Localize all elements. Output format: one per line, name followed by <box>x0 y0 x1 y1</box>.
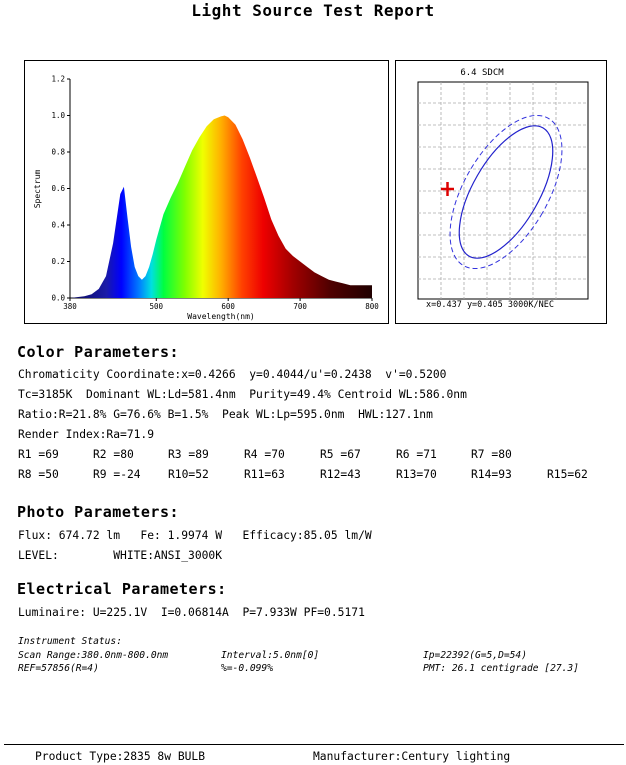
measured-point-marker <box>441 182 454 196</box>
product-type: Product Type:2835 8w BULB <box>35 750 206 763</box>
r-value: R11=63 <box>244 468 285 481</box>
sdcm-readout: x=0.437 y=0.405 3000K/NEC <box>426 300 554 310</box>
sdcm-chart <box>396 61 606 323</box>
r-value: R8 =50 <box>18 468 59 481</box>
scan-range: Scan Range:380.0nm-800.0nm <box>18 650 169 661</box>
ip-value: Ip=22392(G=5,D=54) <box>423 650 527 661</box>
y-axis-label: Spectrum <box>33 169 42 209</box>
y-tick-label: 0.0 <box>51 293 65 303</box>
x-tick-label: 800 <box>365 302 379 311</box>
sdcm-outer-ellipse <box>427 97 585 286</box>
r-value: R3 =89 <box>168 448 209 461</box>
render-index-line: Render Index:Ra=71.9 <box>18 428 155 441</box>
chromaticity-line: Chromaticity Coordinate:x=0.4266 y=0.4044/u'=0.2438 v'=0.5200 <box>18 368 447 381</box>
y-tick-label: 0.2 <box>51 257 65 266</box>
r-value: R6 =71 <box>396 448 437 461</box>
r-value: R14=93 <box>471 468 512 481</box>
level-line: LEVEL: WHITE:ANSI_3000K <box>18 549 223 562</box>
interval: Interval:5.0nm[0] <box>221 650 320 661</box>
sdcm-title: 6.4 SDCM <box>460 68 504 78</box>
y-tick-label: 0.4 <box>51 220 65 230</box>
sdcm-chart-frame <box>395 60 607 324</box>
spectrum-chart-frame <box>24 60 389 324</box>
r-value: R2 =80 <box>93 448 134 461</box>
color-parameters-title: Color Parameters: <box>17 343 180 361</box>
x-tick-label: 700 <box>293 302 307 311</box>
sdcm-grid <box>418 82 588 299</box>
x-tick-label: 380 <box>63 302 77 311</box>
ref-value: REF=57856(R=4) <box>18 663 99 674</box>
x-axis-label: Wavelength(nm) <box>187 312 255 321</box>
photo-parameters-title: Photo Parameters: <box>17 503 180 521</box>
pmt-value: PMT: 26.1 centigrade [27.3] <box>423 663 579 674</box>
tc-dominant-line: Tc=3185K Dominant WL:Ld=581.4nm Purity=49.4% Centroid WL:586.0nm <box>18 388 467 401</box>
luminaire-line: Luminaire: U=225.1V I=0.06814A P=7.933W PF=0.5171 <box>18 606 365 619</box>
percent-value: %=-0.099% <box>221 663 273 674</box>
y-tick-label: 1.0 <box>51 111 65 120</box>
x-tick-label: 500 <box>149 302 164 311</box>
r-value: R10=52 <box>168 468 209 481</box>
electrical-parameters-title: Electrical Parameters: <box>17 580 227 598</box>
r-value: R4 =70 <box>244 448 285 461</box>
y-tick-label: 0.8 <box>51 147 65 157</box>
r-value: R15=62 <box>547 468 588 481</box>
r-value: R7 =80 <box>471 448 512 461</box>
y-tick-label: 1.2 <box>51 74 65 84</box>
r-value: R9 =-24 <box>93 468 141 481</box>
r-value: R12=43 <box>320 468 361 481</box>
flux-line: Flux: 674.72 lm Fe: 1.9974 W Efficacy:85.05 lm/W <box>18 529 372 542</box>
ratio-peak-line: Ratio:R=21.8% G=76.6% B=1.5% Peak WL:Lp=595.0nm HWL:127.1nm <box>18 408 433 421</box>
instrument-status-label: Instrument Status: <box>18 636 122 647</box>
sdcm-inner-ellipse <box>440 111 571 272</box>
r-value: R5 =67 <box>320 448 361 461</box>
x-tick-label: 600 <box>221 302 235 311</box>
manufacturer: Manufacturer:Century lighting <box>313 750 511 763</box>
y-tick-label: 0.6 <box>51 184 65 193</box>
footer-divider <box>4 744 624 745</box>
spectrum-chart <box>25 61 388 323</box>
report-title: Light Source Test Report <box>191 1 435 20</box>
sdcm-plot-area <box>418 82 588 299</box>
r-value: R1 =69 <box>18 448 59 461</box>
r-value: R13=70 <box>396 468 437 481</box>
spectrum-area <box>70 116 372 299</box>
